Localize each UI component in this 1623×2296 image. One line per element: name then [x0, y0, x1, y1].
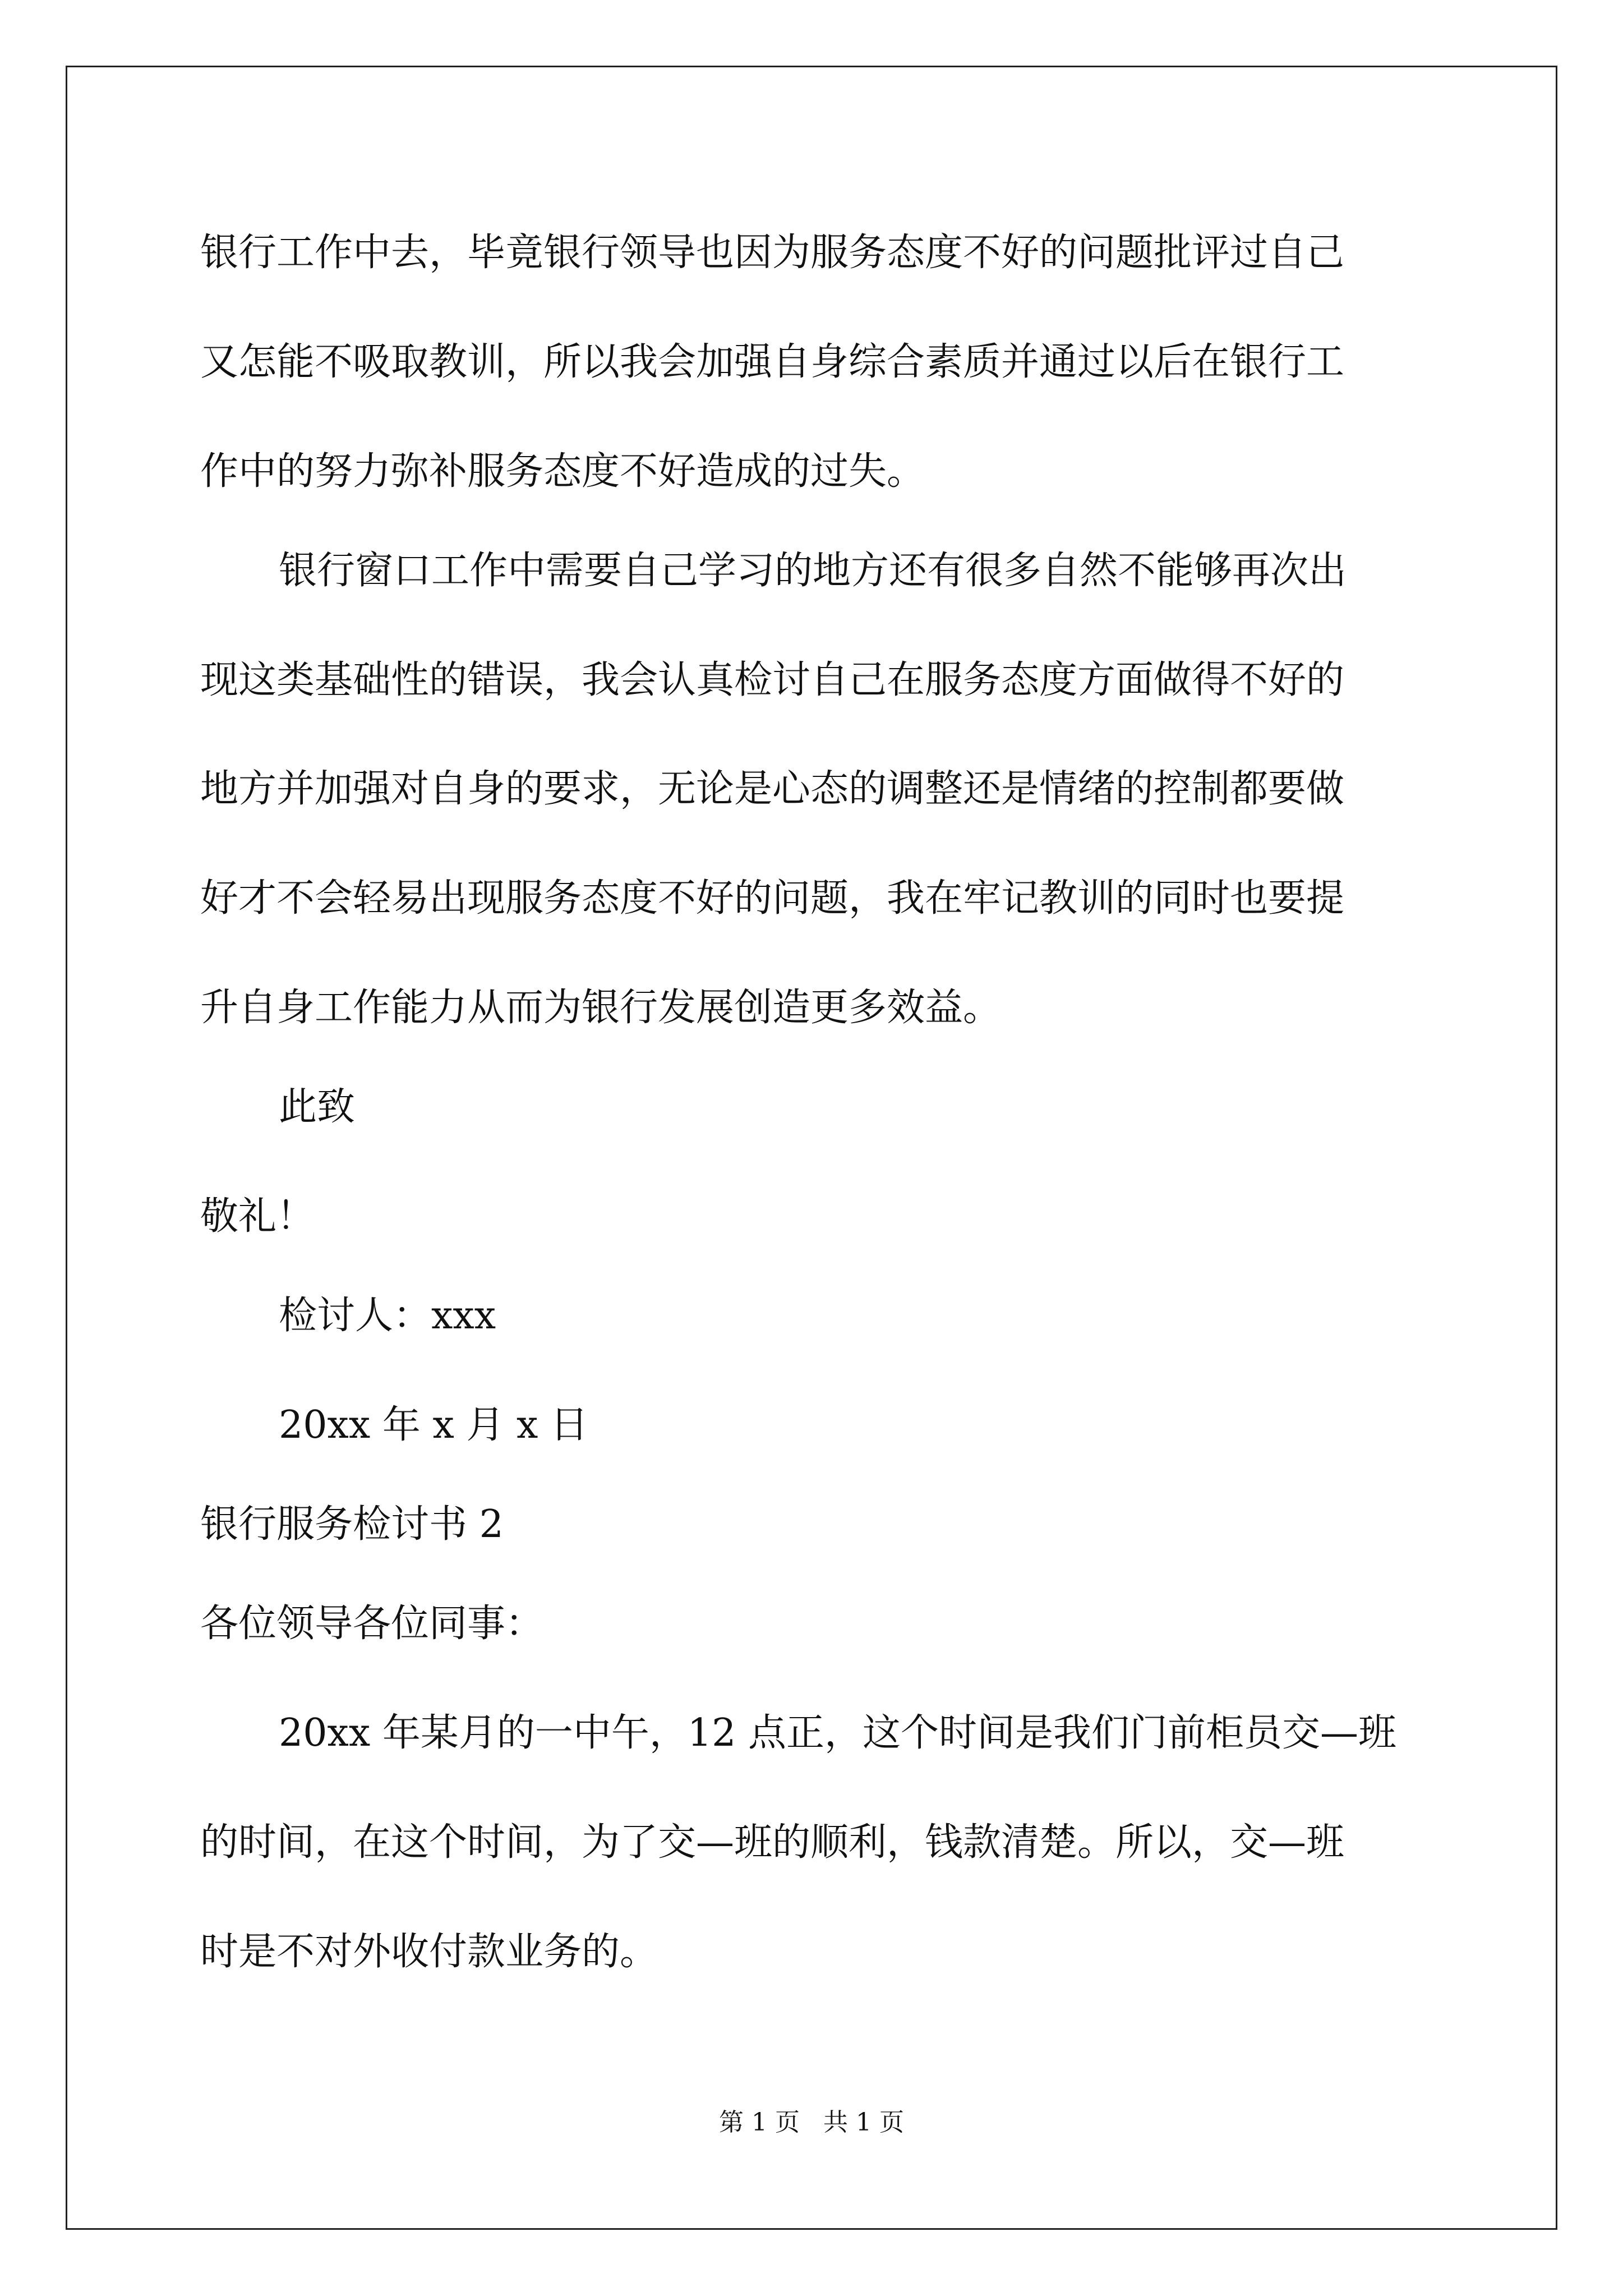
salutation-line: 此致 [279, 1085, 356, 1129]
body-line-6: 地方并加强对自身的要求，无论是心态的调整还是情绪的控制都要做 [200, 767, 1345, 811]
page-footer: 第 1 页 共 1 页 [719, 2108, 904, 2137]
body-line-3: 作中的努力弥补服务态度不好造成的过失。 [200, 449, 925, 494]
body-line-10: 的时间，在这个时间，为了交—班的顺利，钱款清楚。所以，交—班 [200, 1820, 1345, 1865]
page-border [66, 66, 1557, 2230]
regards-line: 敬礼！ [200, 1194, 315, 1239]
body-line-9: 20xx 年某月的一中午，12 点正，这个时间是我们门前柜员交—班 [279, 1711, 1396, 1755]
date-line: 20xx 年 x 月 x 日 [279, 1403, 589, 1447]
section-title: 银行服务检讨书 2 [200, 1502, 504, 1547]
signer-line: 检讨人：xxx [279, 1294, 496, 1338]
body-line-4: 银行窗口工作中需要自己学习的地方还有很多自然不能够再次出 [279, 549, 1347, 593]
greeting-line: 各位领导各位同事： [200, 1602, 544, 1646]
body-line-11: 时是不对外收付款业务的。 [200, 1930, 658, 1974]
body-line-1: 银行工作中去，毕竟银行领导也因为服务态度不好的问题批评过自己 [200, 231, 1345, 275]
body-line-8: 升自身工作能力从而为银行发展创造更多效益。 [200, 986, 1002, 1030]
body-line-7: 好才不会轻易出现服务态度不好的问题，我在牢记教训的同时也要提 [200, 876, 1345, 921]
body-line-5: 现这类基础性的错误，我会认真检讨自己在服务态度方面做得不好的 [200, 658, 1345, 702]
body-line-2: 又怎能不吸取教训，所以我会加强自身综合素质并通过以后在银行工 [200, 340, 1345, 384]
